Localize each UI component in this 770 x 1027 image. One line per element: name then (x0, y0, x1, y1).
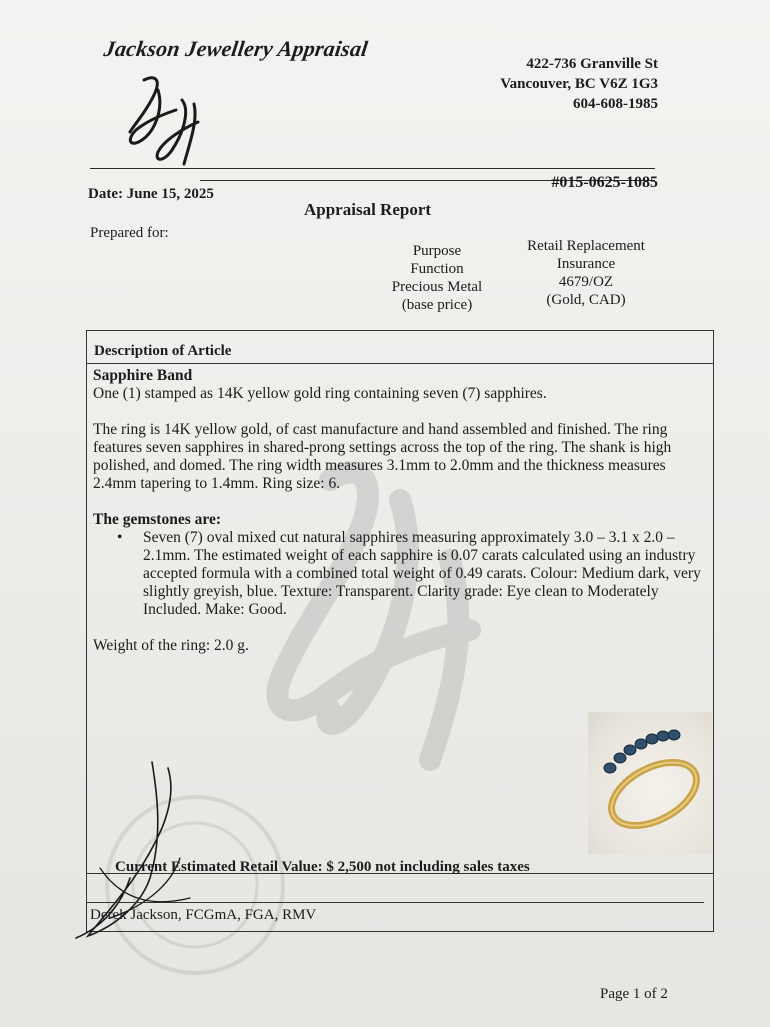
meta-function-label: Function (410, 261, 464, 277)
signature-rule (86, 902, 704, 903)
page-number: Page 1 of 2 (600, 986, 668, 1002)
report-date: Date: June 15, 2025 (88, 186, 214, 202)
ring-photo (588, 712, 712, 854)
bleed-through-text (300, 92, 680, 107)
meta-labels (384, 242, 490, 314)
meta-function-value: Insurance (556, 256, 616, 272)
item-summary: One (1) stamped as 14K yellow gold ring containing seven (7) sapphires. (93, 385, 547, 402)
description-header (87, 331, 713, 364)
company-logo-icon (124, 70, 214, 175)
meta-metal-label: Precious Metal (391, 279, 483, 295)
ring-weight: Weight of the ring: 2.0 g. (93, 637, 249, 654)
description-content (93, 367, 701, 655)
item-title: Sapphire Band (93, 367, 193, 384)
prepared-for-label: Prepared for: (90, 225, 169, 241)
report-title: Appraisal Report (304, 200, 432, 219)
meta-purpose-value: Retail Replacement (527, 238, 645, 254)
meta-metal-value: 4679/OZ (558, 274, 614, 290)
description-heading: Description of Article (94, 343, 232, 359)
gemstone-description: Seven (7) oval mixed cut natural sapphires measuring approximately 3.0 – 3.1 x 2.0 – 2.1mm. The estimated weight of each sapphire is 0.07 carats calculated using an industry accepted formula with a combined total weight of 0.49 carats. Colour: Medium dark, very slightly greyish, blue. Texture: Transparent. Clarity grade: Eye clean to Moderately Included. Make: Good. (143, 529, 701, 618)
company-name: Jackson Jewellery Appraisal (102, 36, 370, 61)
address-line-1: 422-736 Granville St (526, 56, 658, 72)
phone-number: 604-608-1985 (573, 96, 658, 112)
meta-base-price-label: (base price) (401, 297, 473, 313)
address-line-2: Vancouver, BC V6Z 1G3 (500, 76, 658, 92)
report-number: #015-0625-1085 (551, 174, 658, 191)
gemstone-list-item (117, 529, 701, 619)
meta-base-price-value: (Gold, CAD) (546, 292, 626, 308)
bullet-icon: • (117, 529, 123, 546)
meta-values (516, 237, 656, 309)
appraiser-name: Derek Jackson, FCGmA, FGA, RMV (90, 907, 317, 923)
header-rule-top (90, 168, 655, 169)
item-body: The ring is 14K yellow gold, of cast manufacture and hand assembled and finished. The ring features seven sapphires in shared-prong settings across the top of the ring. The shank is high polished, and domed. The ring width measures 3.1mm to 2.0mm and the thickness measures 2.4mm tapering to 1.4mm. Ring size: 6. (93, 421, 672, 492)
gemstones-heading: The gemstones are: (93, 511, 221, 528)
estimated-retail-value: Current Estimated Retail Value: $ 2,500 not including sales taxes (115, 859, 530, 875)
meta-purpose-label: Purpose (412, 243, 462, 259)
